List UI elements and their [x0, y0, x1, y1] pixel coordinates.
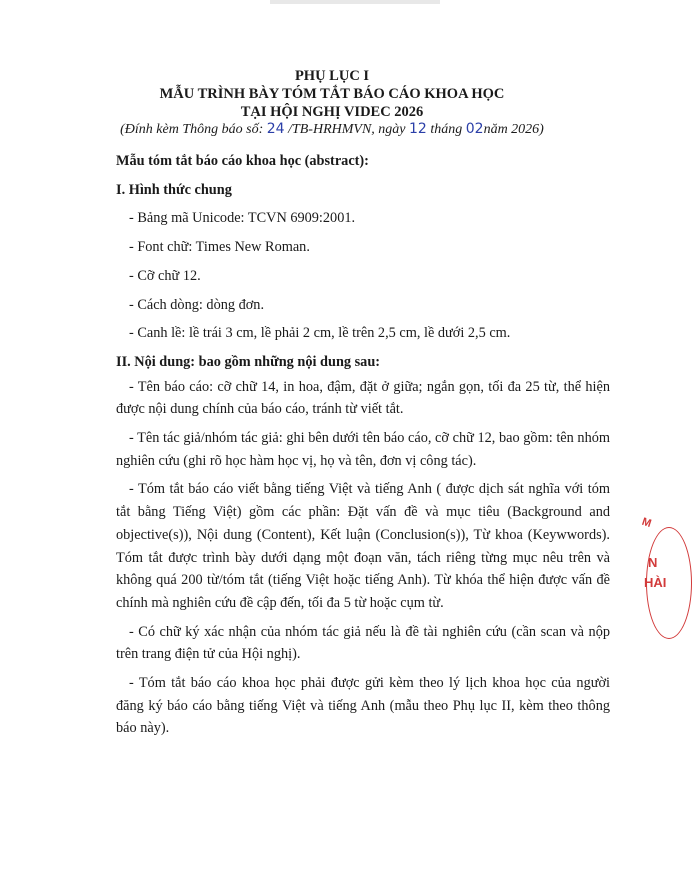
- list-item: - Bảng mã Unicode: TCVN 6909:2001.: [129, 210, 356, 227]
- appendix-label: PHỤ LỤC I: [294, 68, 370, 84]
- stamp-letter: N: [648, 555, 658, 570]
- content-paragraph: - Tên báo cáo: cỡ chữ 14, in hoa, đậm, đặt ở giữa; ngắn gọn, tối đa 25 từ, thể hiện được nội dung chính của báo cáo, tránh từ viết tắt.: [116, 378, 610, 418]
- section-1-heading: I. Hình thức chung: [116, 181, 232, 198]
- list-item: - Cách dòng: dòng đơn.: [129, 296, 265, 313]
- section-2-heading: II. Nội dung: bao gồm những nội dung sau:: [116, 353, 381, 370]
- attachment-prefix: (Đính kèm Thông báo số:: [120, 122, 267, 137]
- document-body: [116, 150, 610, 740]
- handwritten-number: 24: [266, 121, 285, 137]
- list-item: - Canh lề: lề trái 3 cm, lề phải 2 cm, lề trên 2,5 cm, lề dưới 2,5 cm.: [129, 325, 511, 342]
- handwritten-month: 02: [465, 121, 484, 137]
- handwritten-day: 12: [409, 121, 427, 137]
- abstract-heading: Mẫu tóm tắt báo cáo khoa học (abstract):: [116, 153, 369, 169]
- attachment-note: [0, 121, 664, 138]
- content-paragraph: - Có chữ ký xác nhận của nhóm tác giả nếu là đề tài nghiên cứu (cần scan và nộp trên trang điện tử của Hội nghị).: [116, 623, 610, 663]
- scan-edge-smudge: [270, 0, 440, 4]
- content-paragraph: - Tóm tắt báo cáo khoa học phải được gửi kèm theo lý lịch khoa học của người đăng ký báo cáo bằng tiếng Việt và tiếng Anh (mẫu theo Phụ lục II, kèm theo thông báo này).: [116, 675, 610, 737]
- list-item: - Font chữ: Times New Roman.: [129, 239, 310, 256]
- stamp-letter: M: [640, 515, 653, 531]
- stamp-letter: HÀI: [644, 575, 667, 590]
- content-paragraph: - Tóm tắt báo cáo viết bằng tiếng Việt và tiếng Anh ( được dịch sát nghĩa với tóm tắt bằng Tiếng Việt) gồm các phần: Đặt vấn đề và mục tiêu (Background and objective(s)), Nội dung (Content), Kết luận (Conclusion(s)), Từ khoa (Keywwords). Tóm tắt được trình bày dưới dạng một đoạn văn, tách riêng từng mục nêu trên và không quá 200 từ/tóm tắt (tiếng Việt hoặc tiếng Anh). Từ khóa thể hiện được vấn đề chính mà nghiên cứu đề cập đến, tối đa 5 từ hoặc cụm từ.: [116, 481, 610, 611]
- attachment-suffix: năm 2026): [483, 122, 544, 137]
- document-subtitle: TẠI HỘI NGHỊ VIDEC 2026: [240, 104, 424, 120]
- content-paragraph: - Tên tác giả/nhóm tác giả: ghi bên dưới tên báo cáo, cỡ chữ 12, bao gồm: tên nhóm nghiên cứu (ghi rõ học hàm học vị, họ và tên, đơn vị công tác).: [116, 430, 610, 469]
- list-item: - Cỡ chữ 12.: [129, 267, 201, 284]
- attachment-mid: /TB-HRHMVN, ngày: [284, 122, 410, 137]
- stamp-fragment: [634, 515, 667, 645]
- attachment-month-label: tháng: [426, 122, 466, 137]
- document-title: MẪU TRÌNH BÀY TÓM TẮT BÁO CÁO KHOA HỌC: [159, 86, 505, 102]
